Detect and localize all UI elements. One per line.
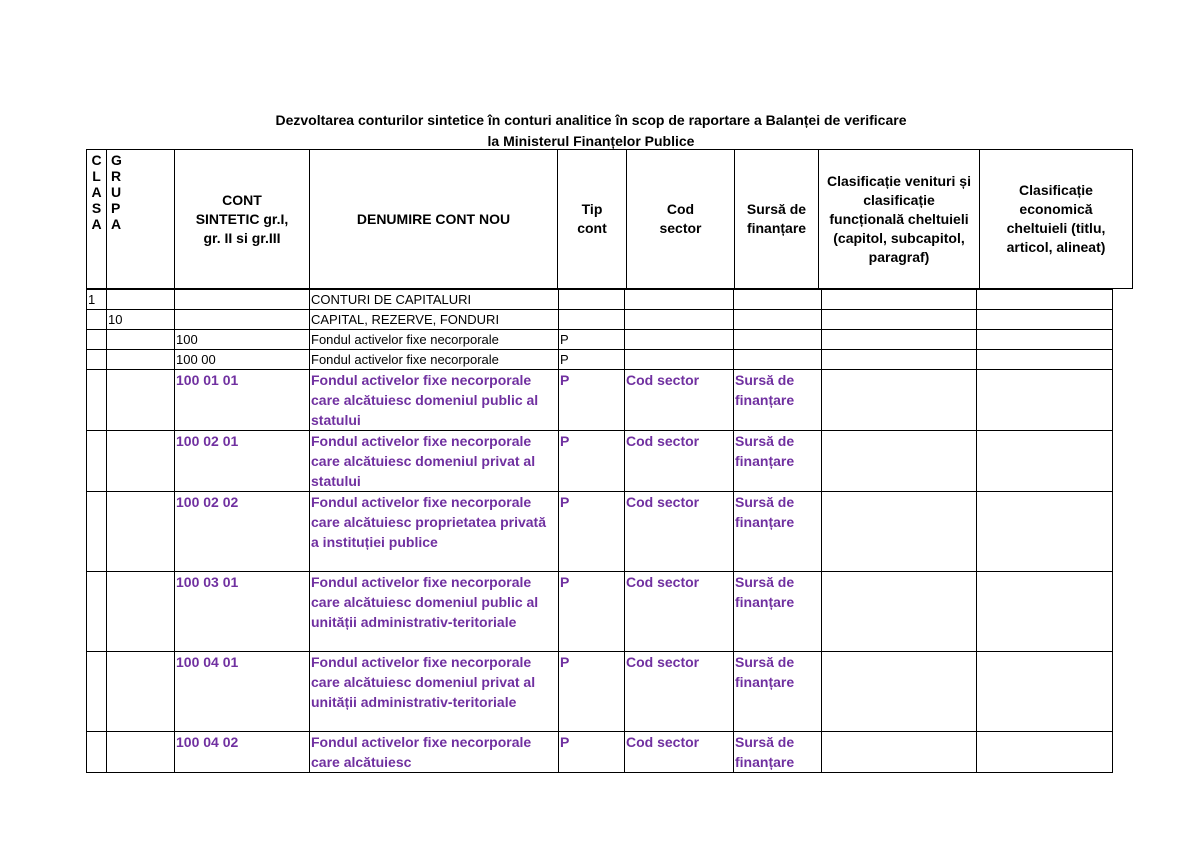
cell-cod-sector: Cod sector xyxy=(625,370,734,431)
cell-tip-cont: P xyxy=(559,370,625,431)
cell-denumire: Fondul activelor fixe necorporale care alcătuiesc domeniul privat al unității administrativ-teritoriale xyxy=(310,652,559,732)
header-clasa xyxy=(86,149,106,289)
header-clasa-letter: A xyxy=(91,184,102,200)
document-title-line2: la Ministerul Finanțelor Publice xyxy=(487,133,695,149)
cell-sursa xyxy=(734,350,822,370)
cell-grupa xyxy=(107,652,175,732)
cell-tip-cont: P xyxy=(559,652,625,732)
cell-clasificatie-economica xyxy=(977,431,1113,492)
cell-clasificatie-venituri xyxy=(822,370,977,431)
cell-clasificatie-economica xyxy=(977,350,1113,370)
cell-clasificatie-venituri xyxy=(822,310,977,330)
header-clasa-letter: S xyxy=(91,200,102,216)
cell-clasificatie-venituri xyxy=(822,350,977,370)
table-row xyxy=(87,492,1113,572)
header-grupa-letter: U xyxy=(111,184,122,200)
cell-clasificatie-venituri xyxy=(822,732,977,773)
cell-grupa xyxy=(107,572,175,652)
cell-grupa xyxy=(107,350,175,370)
header-clasa-letter: C xyxy=(91,152,102,168)
header-clasificatie-venituri: Clasificație venituri și clasificație funcțională cheltuieli (capitol, subcapitol, paragraf) xyxy=(818,149,979,289)
cell-sursa xyxy=(734,330,822,350)
cell-cont: 100 04 02 xyxy=(175,732,310,773)
cell-denumire: Fondul activelor fixe necorporale care alcătuiesc domeniul privat al statului xyxy=(310,431,559,492)
table-row xyxy=(87,572,1113,652)
cell-clasificatie-economica xyxy=(977,652,1113,732)
header-grupa xyxy=(106,149,174,289)
cell-clasa xyxy=(87,652,107,732)
cell-sursa: Sursă de finanțare xyxy=(734,732,822,773)
cell-clasificatie-economica xyxy=(977,732,1113,773)
header-grupa-letter: G xyxy=(111,152,122,168)
cell-tip-cont xyxy=(559,310,625,330)
document-title-line1: Dezvoltarea conturilor sintetice în conturi analitice în scop de raportare a Balanței de verificare xyxy=(275,112,907,128)
header-denumire: DENUMIRE CONT NOU xyxy=(309,149,557,289)
cell-clasa xyxy=(87,732,107,773)
cell-clasificatie-economica xyxy=(977,370,1113,431)
cell-clasificatie-economica xyxy=(977,330,1113,350)
cell-cont: 100 01 01 xyxy=(175,370,310,431)
cell-tip-cont: P xyxy=(559,732,625,773)
table-header xyxy=(86,149,1133,289)
cell-grupa xyxy=(107,492,175,572)
cell-sursa: Sursă de finanțare xyxy=(734,370,822,431)
cell-clasa: 1 xyxy=(87,290,107,310)
accounts-table xyxy=(86,289,1113,773)
cell-grupa: 10 xyxy=(107,310,175,330)
cell-clasa xyxy=(87,572,107,652)
cell-denumire: CONTURI DE CAPITALURI xyxy=(310,290,559,310)
cell-tip-cont: P xyxy=(559,350,625,370)
cell-tip-cont xyxy=(559,290,625,310)
cell-cont xyxy=(175,290,310,310)
cell-sursa: Sursă de finanțare xyxy=(734,572,822,652)
header-cont-sintetic: CONT SINTETIC gr.I, gr. II si gr.III xyxy=(174,149,309,289)
cell-clasa xyxy=(87,310,107,330)
cell-denumire: CAPITAL, REZERVE, FONDURI xyxy=(310,310,559,330)
cell-denumire: Fondul activelor fixe necorporale care alcătuiesc domeniul public al unității administrativ-teritoriale xyxy=(310,572,559,652)
header-cod-sector: Cod sector xyxy=(626,149,734,289)
cell-clasificatie-economica xyxy=(977,572,1113,652)
cell-cod-sector: Cod sector xyxy=(625,431,734,492)
cell-cont: 100 00 xyxy=(175,350,310,370)
cell-clasificatie-economica xyxy=(977,310,1113,330)
cell-tip-cont: P xyxy=(559,492,625,572)
header-grupa-letter: P xyxy=(111,200,121,216)
cell-denumire: Fondul activelor fixe necorporale xyxy=(310,350,559,370)
cell-clasificatie-venituri xyxy=(822,290,977,310)
cell-cod-sector: Cod sector xyxy=(625,492,734,572)
table-row xyxy=(87,732,1113,773)
cell-cont xyxy=(175,310,310,330)
cell-cod-sector xyxy=(625,310,734,330)
cell-cod-sector xyxy=(625,330,734,350)
cell-grupa xyxy=(107,370,175,431)
header-tip-cont: Tip cont xyxy=(557,149,626,289)
table-row xyxy=(87,290,1113,310)
cell-grupa xyxy=(107,732,175,773)
cell-sursa: Sursă de finanțare xyxy=(734,431,822,492)
cell-cont: 100 02 01 xyxy=(175,431,310,492)
cell-clasificatie-venituri xyxy=(822,431,977,492)
cell-cont: 100 03 01 xyxy=(175,572,310,652)
table-row xyxy=(87,330,1113,350)
cell-tip-cont: P xyxy=(559,572,625,652)
cell-tip-cont: P xyxy=(559,431,625,492)
cell-denumire: Fondul activelor fixe necorporale care alcătuiesc proprietatea privată a instituției publice xyxy=(310,492,559,572)
cell-cod-sector xyxy=(625,290,734,310)
cell-cont: 100 xyxy=(175,330,310,350)
cell-grupa xyxy=(107,330,175,350)
cell-clasificatie-venituri xyxy=(822,492,977,572)
table-row xyxy=(87,370,1113,431)
cell-clasificatie-economica xyxy=(977,290,1113,310)
cell-denumire: Fondul activelor fixe necorporale xyxy=(310,330,559,350)
cell-denumire: Fondul activelor fixe necorporale care alcătuiesc domeniul public al statului xyxy=(310,370,559,431)
header-clasa-letter: A xyxy=(91,216,102,232)
header-grupa-letter: A xyxy=(111,216,122,232)
cell-cont: 100 02 02 xyxy=(175,492,310,572)
header-grupa-letter: R xyxy=(111,168,122,184)
cell-sursa xyxy=(734,310,822,330)
table-row xyxy=(87,652,1113,732)
cell-clasa xyxy=(87,370,107,431)
cell-clasa xyxy=(87,492,107,572)
cell-cod-sector: Cod sector xyxy=(625,652,734,732)
cell-clasificatie-venituri xyxy=(822,652,977,732)
table-row xyxy=(87,310,1113,330)
cell-cod-sector: Cod sector xyxy=(625,572,734,652)
cell-cod-sector xyxy=(625,350,734,370)
cell-cod-sector: Cod sector xyxy=(625,732,734,773)
cell-sursa: Sursă de finanțare xyxy=(734,492,822,572)
cell-sursa: Sursă de finanțare xyxy=(734,652,822,732)
cell-grupa xyxy=(107,431,175,492)
cell-clasa xyxy=(87,431,107,492)
cell-denumire: Fondul activelor fixe necorporale care alcătuiesc xyxy=(310,732,559,773)
table-row xyxy=(87,350,1113,370)
cell-clasa xyxy=(87,350,107,370)
cell-clasa xyxy=(87,330,107,350)
cell-clasificatie-venituri xyxy=(822,572,977,652)
table-row xyxy=(87,431,1113,492)
cell-clasificatie-economica xyxy=(977,492,1113,572)
header-clasificatie-economica: Clasificație economică cheltuieli (titlu, articol, alineat) xyxy=(979,149,1133,289)
cell-grupa xyxy=(107,290,175,310)
cell-sursa xyxy=(734,290,822,310)
cell-clasificatie-venituri xyxy=(822,330,977,350)
header-sursa: Sursă de finanțare xyxy=(734,149,818,289)
header-clasa-letter: L xyxy=(92,168,101,184)
cell-cont: 100 04 01 xyxy=(175,652,310,732)
cell-tip-cont: P xyxy=(559,330,625,350)
